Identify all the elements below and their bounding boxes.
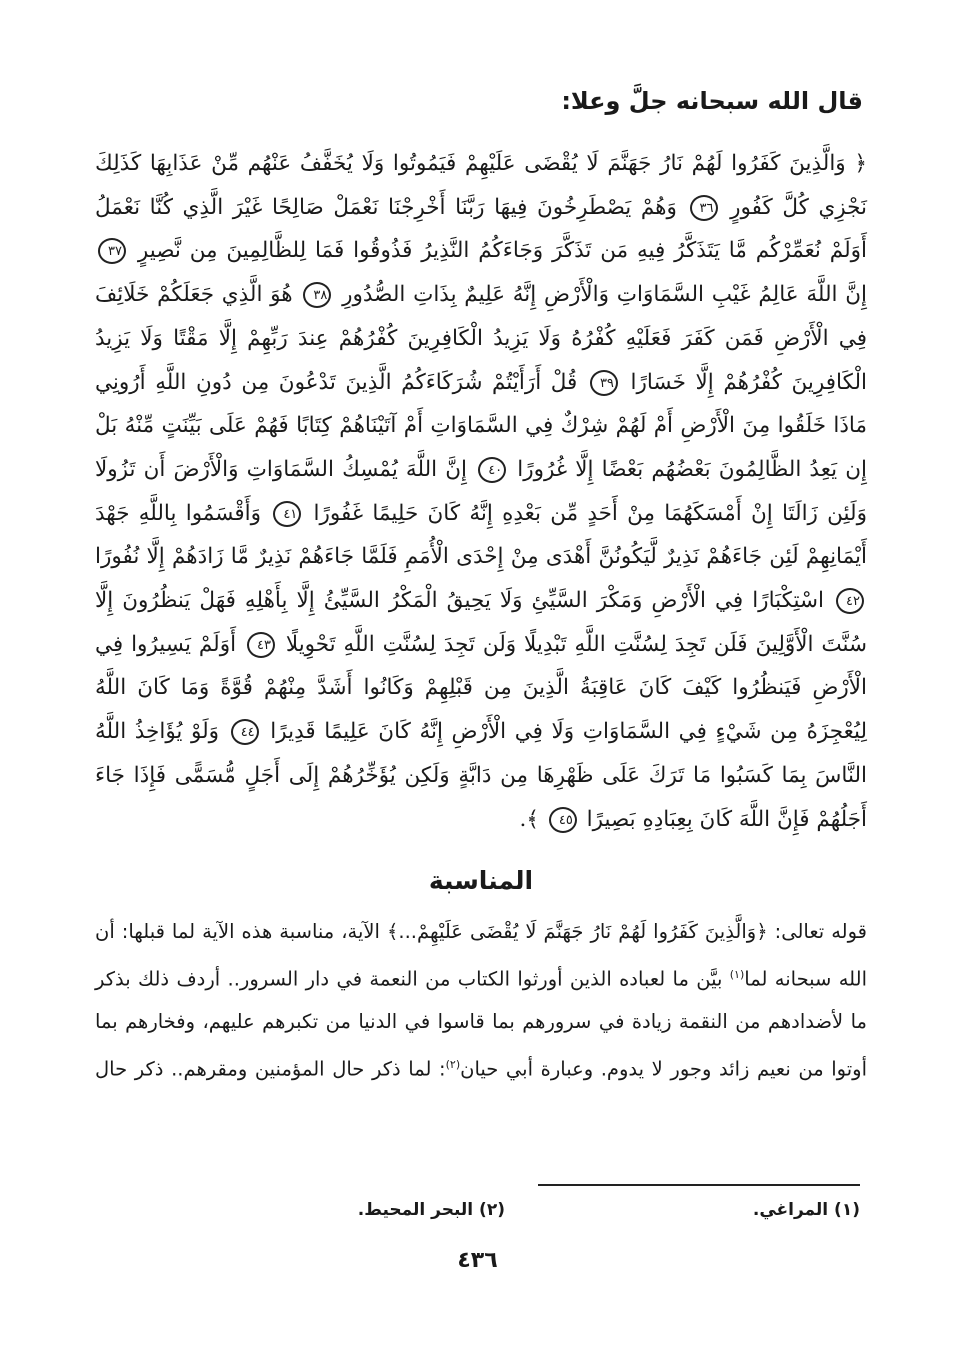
page-heading: قال الله سبحانه جلَّ وعلا: — [561, 87, 863, 115]
page-number: ٤٣٦ — [457, 1248, 498, 1273]
footnote-1: (١) المراغي. — [752, 1200, 860, 1220]
section-title: المناسبة — [428, 866, 534, 896]
open-bracket: ﴿ — [854, 151, 867, 176]
ayah-number-marker: ٣٧ — [98, 238, 126, 264]
body-paragraph — [95, 911, 867, 1091]
body-text-part: بيَّن ما لعباده الذين أورثوا الكتاب من النعمة في دار السرور.. أردف ذلك بذكر ما لأضدادهم من النقمة زيادة في سرورهم بما قاسوا في الدنيا من تكبرهم عليهم، وفخارهم بما أوتوا من نعيم زائد وجور لا يدوم. وعبارة أبي حيان — [95, 967, 867, 1081]
ayah-number-marker: ٤٤ — [231, 719, 259, 745]
quote-open-bracket: ﴿ — [756, 920, 768, 944]
body-text-part: الآية، مناسبة هذه الآية لما قبلها: أن الله سبحانه لما — [95, 920, 867, 991]
verse-text: اسْتِكْبَارًا فِي الْأَرْضِ وَمَكْرَ السَّيِّئِ وَلَا يَحِيقُ الْمَكْرُ السَّيِّئُ إِلَّا بِأَهْلِهِ فَهَلْ يَنظُرُونَ إِلَّا سُنَّتَ الْأَوَّلِينَ فَلَن تَجِدَ لِسُنَّتِ اللَّهِ تَبْدِيلًا وَلَن تَجِدَ لِسُنَّتِ اللَّهِ تَحْوِيلًا — [95, 588, 867, 657]
close-bracket: ﴾ — [526, 806, 539, 832]
quoted-verse: وَالَّذِينَ كَفَرُوا لَهُمْ نَارُ جَهَنَّمَ لَا يُقْضَى عَلَيْهِمْ... — [398, 920, 757, 944]
verse-text: قُلْ أَرَأَيْتُمْ شُرَكَاءَكُمُ الَّذِينَ تَدْعُونَ مِن دُونِ اللَّهِ أَرُونِي مَاذَا خَلَقُوا مِنَ الْأَرْضِ أَمْ لَهُمْ شِرْكٌ فِي السَّمَاوَاتِ أَمْ آتَيْنَاهُمْ كِتَابًا فَهُمْ عَلَى بَيِّنَتٍ مِّنْهُ بَلْ إِن يَعِدُ الظَّالِمُونَ بَعْضُهُم بَعْضًا إِلَّا غُرُورًا — [95, 369, 867, 482]
quran-passage — [95, 142, 867, 841]
footnote-2: (٢) البحر المحيط. — [357, 1200, 505, 1220]
verse-text: وَهُمْ يَصْطَرِخُونَ فِيهَا رَبَّنَا أَخْرِجْنَا نَعْمَلْ صَالِحًا غَيْرَ الَّذِي كُنَّا نَعْمَلُ أَوَلَمْ نُعَمِّرْكُم مَّا يَتَذَكَّرُ فِيهِ مَن تَذَكَّرَ وَجَاءَكُمُ النَّذِيرُ فَذُوقُوا فَمَا لِلظَّالِمِينَ مِن نَّصِيرٍ — [95, 194, 867, 264]
verse-text: أَوَلَمْ يَسِيرُوا فِي الْأَرْضِ فَيَنظُرُوا كَيْفَ كَانَ عَاقِبَةُ الَّذِينَ مِن قَبْلِهِمْ وَكَانُوا أَشَدَّ مِنْهُمْ قُوَّةً وَمَا كَانَ اللَّهُ لِيُعْجِزَهُ مِن شَيْءٍ فِي السَّمَاوَاتِ وَلَا فِي الْأَرْضِ إِنَّهُ كَانَ عَلِيمًا قَدِيرًا — [95, 631, 868, 745]
ayah-number-marker: ٣٦ — [690, 195, 718, 221]
ayah-number-marker: ٤٢ — [836, 588, 864, 614]
ayah-number-marker: ٣٨ — [303, 282, 331, 308]
quote-close-bracket: ﴾ — [386, 920, 399, 944]
body-text-part: قوله تعالى: — [767, 920, 867, 944]
verse-text: وَلَوْ يُؤَاخِذُ اللَّهُ النَّاسَ بِمَا كَسَبُوا مَا تَرَكَ عَلَى ظَهْرِهَا مِن دَابَّةٍ وَلَكِن يُؤَخِّرُهُمْ إِلَى أَجَلٍ مُّسَمًّى فَإِذَا جَاءَ أَجَلُهُمْ فَإِنَّ اللَّهَ كَانَ بِعِبَادِهِ بَصِيرًا — [95, 719, 867, 832]
verse-text: إِنَّ اللَّهَ عَالِمُ غَيْبِ السَّمَاوَاتِ وَالْأَرْضِ إِنَّهُ عَلِيمٌ بِذَاتِ الصُّدُورِ — [342, 282, 867, 308]
ayah-number-marker: ٤٠ — [478, 457, 506, 483]
verse-text: إِنَّ اللَّهَ يُمْسِكُ السَّمَاوَاتِ وَالْأَرْضَ أَن تَزُولَا وَلَئِن زَالَتَا إِنْ أَمْسَكَهُمَا مِنْ أَحَدٍ مِّن بَعْدِهِ إِنَّهُ كَانَ حَلِيمًا غَفُورًا — [95, 456, 867, 526]
body-text-part: : لما ذكر حال المؤمنين ومقرهم.. ذكر حال — [95, 1057, 446, 1081]
footnote-divider — [538, 1184, 860, 1186]
verse-text: هُوَ الَّذِي جَعَلَكُمْ خَلَائِفَ فِي الْأَرْضِ فَمَن كَفَرَ فَعَلَيْهِ كُفْرُهُ وَلَا يَزِيدُ الْكَافِرِينَ كُفْرُهُمْ عِندَ رَبِّهِمْ إِلَّا مَقْتًا وَلَا يَزِيدُ الْكَافِرِينَ كُفْرُهُمْ إِلَّا خَسَارًا — [95, 282, 867, 395]
ayah-number-marker: ٤٣ — [247, 632, 275, 658]
ayah-number-marker: ٣٩ — [590, 370, 618, 396]
verse-text: وَالَّذِينَ كَفَرُوا لَهُمْ نَارُ جَهَنَّمَ لَا يُقْضَى عَلَيْهِمْ فَيَمُوتُوا وَلَا يُخَفَّفُ عَنْهُم مِّنْ عَذَابِهَا كَذَلِكَ نَجْزِي كُلَّ كَفُورٍ — [95, 151, 868, 220]
footnote-ref-2[interactable]: (٢) — [445, 1057, 461, 1071]
footnote-ref-1[interactable]: (١) — [729, 967, 745, 981]
ayah-number-marker: ٤١ — [273, 501, 301, 527]
ayah-number-marker: ٤٥ — [549, 807, 577, 833]
verse-text: وَأَقْسَمُوا بِاللَّهِ جَهْدَ أَيْمَانِهِمْ لَئِن جَاءَهُمْ نَذِيرٌ لَّيَكُونُنَّ أَهْدَى مِنْ إِحْدَى الْأُمَمِ فَلَمَّا جَاءَهُمْ نَذِيرٌ مَّا زَادَهُمْ إِلَّا نُفُورًا — [95, 500, 867, 570]
page-content — [95, 80, 867, 1091]
end-period: . — [519, 806, 527, 832]
